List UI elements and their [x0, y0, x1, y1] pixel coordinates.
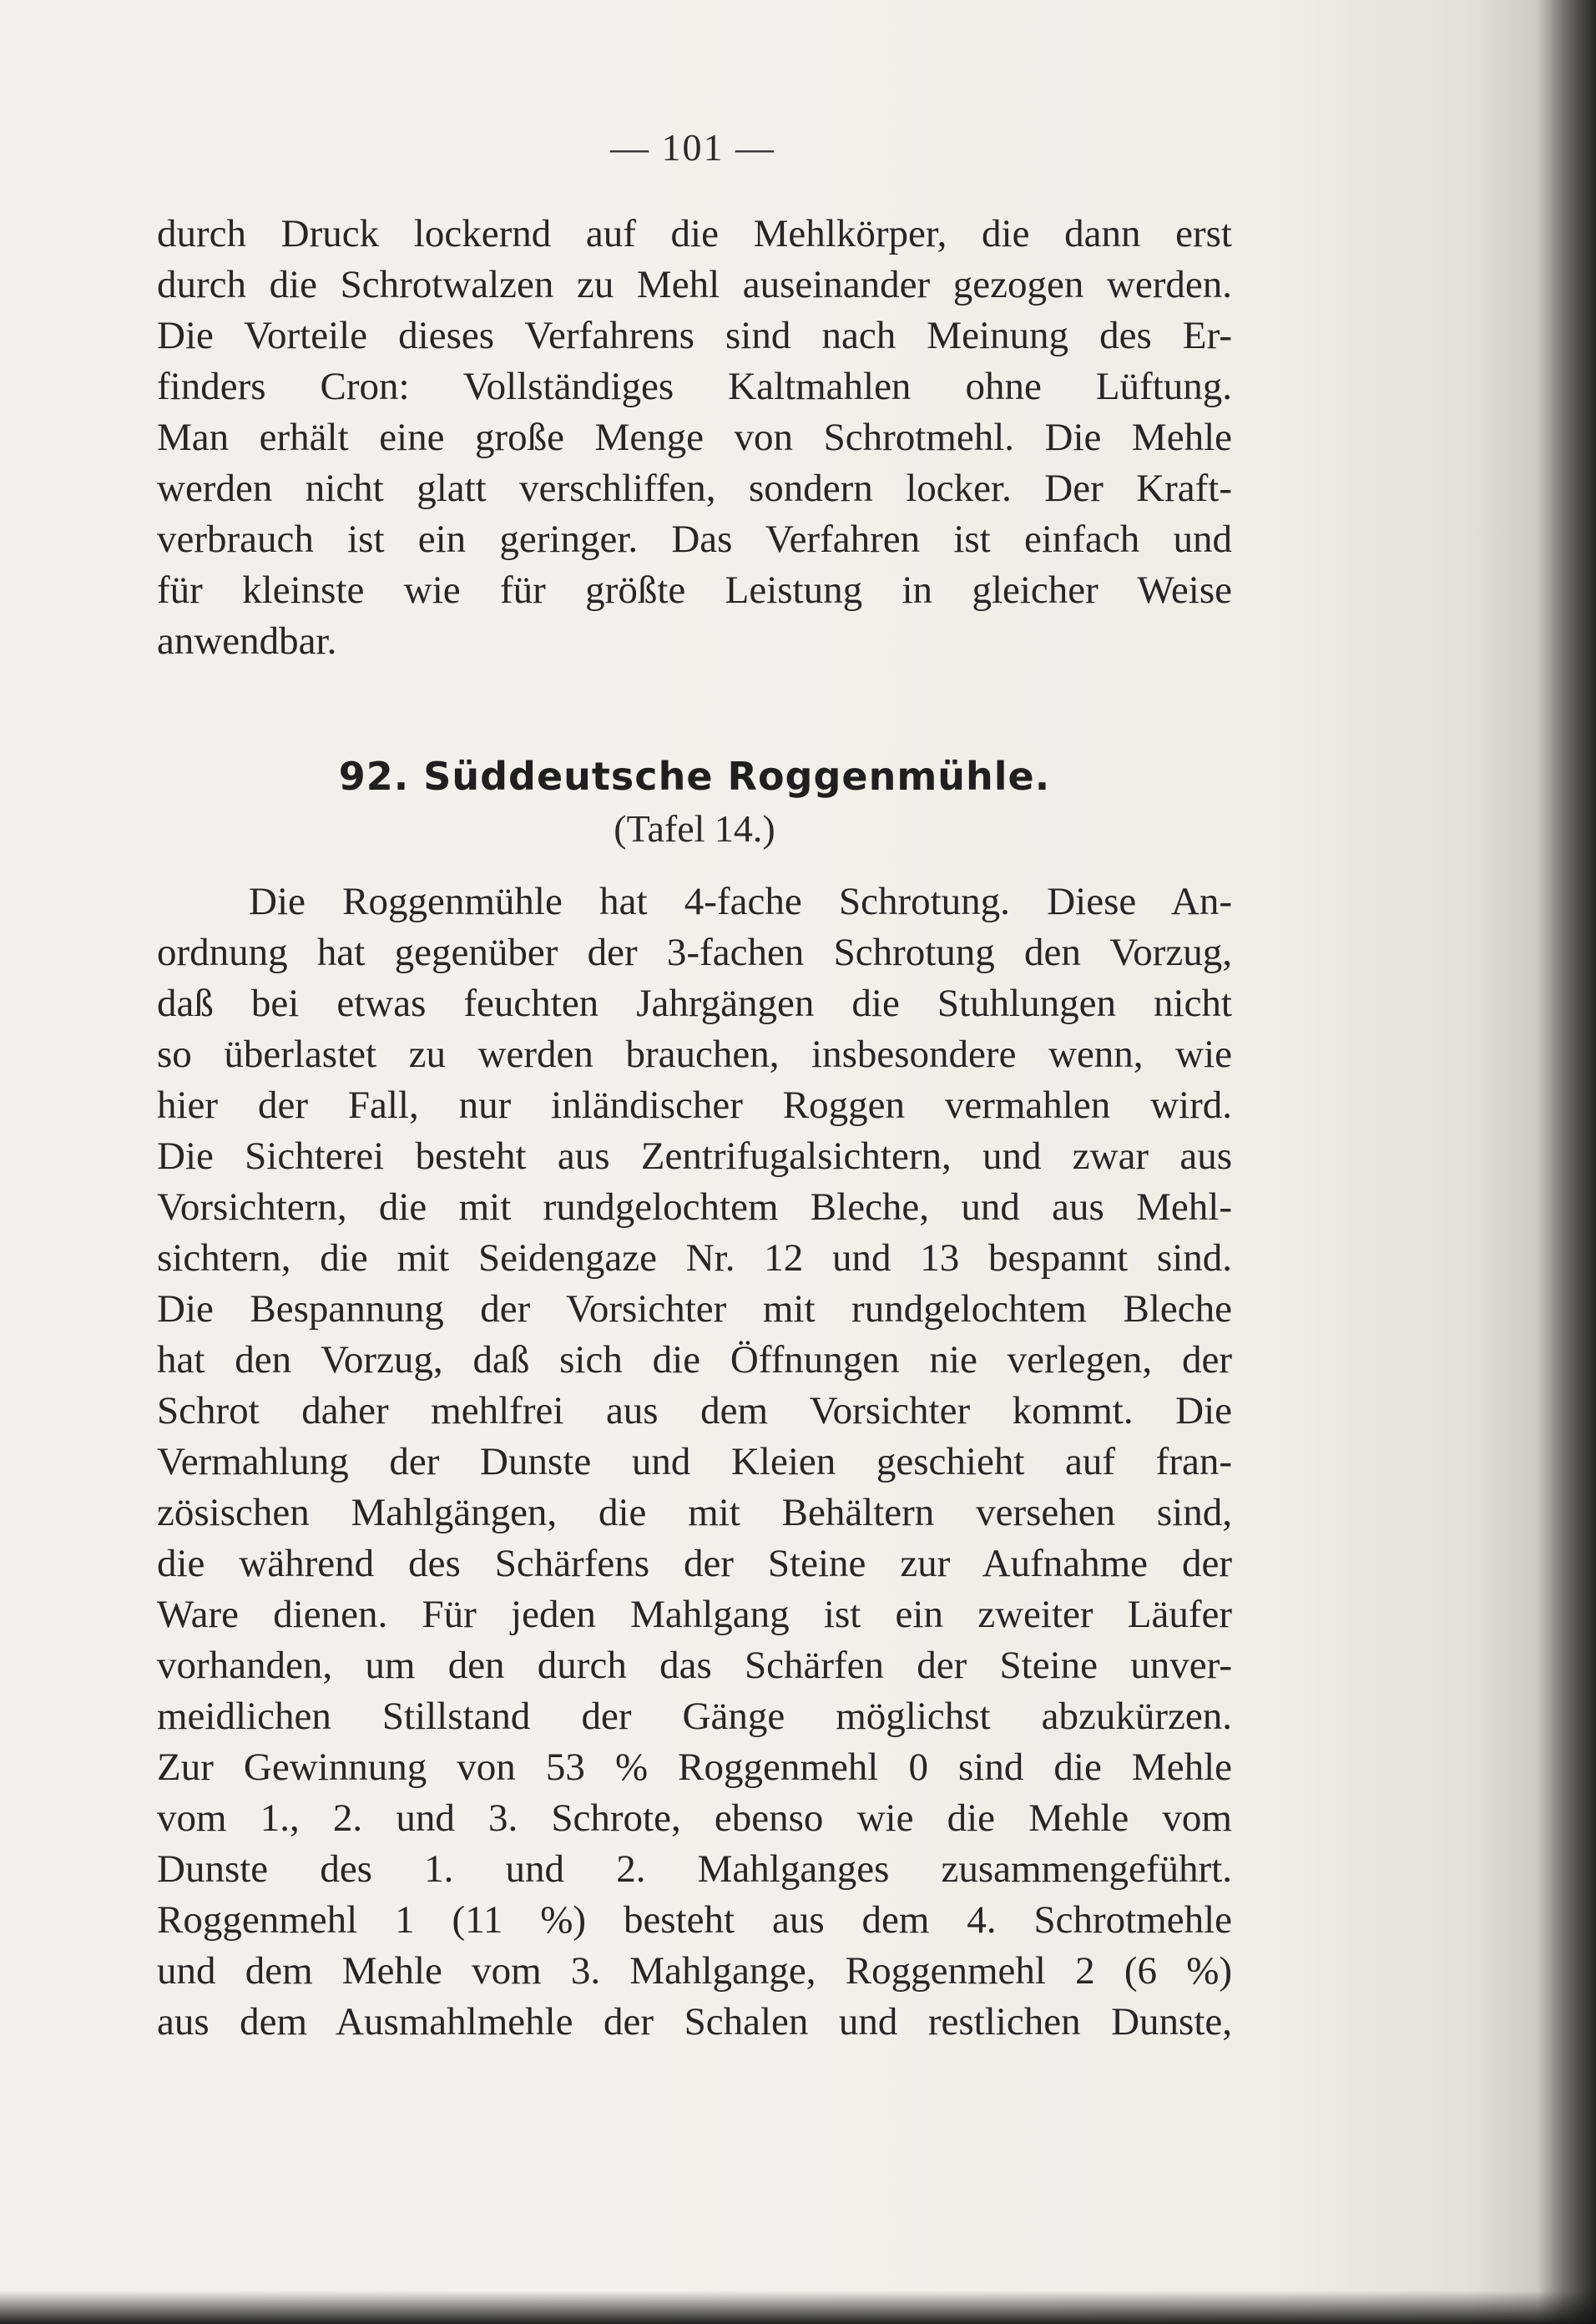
paragraph-section-92: [157, 877, 1232, 2048]
text-line: Ware dienen. Für jeden Mahlgang ist ein zweiter Läufer: [157, 1593, 1232, 1636]
text-line: werden nicht glatt verschliffen, sondern locker. Der Kraft-: [157, 467, 1232, 510]
section-heading: 92. Süddeutsche Roggenmühle.: [338, 754, 1051, 799]
text-line: Die Sichterei besteht aus Zentrifugalsichtern, und zwar aus: [157, 1134, 1232, 1178]
text-line: hat den Vorzug, daß sich die Öffnungen nie verlegen, der: [157, 1338, 1232, 1382]
text-line: ordnung hat gegenüber der 3-fachen Schrotung den Vorzug,: [157, 931, 1232, 974]
text-line: Vermahlung der Dunste und Kleien geschieht auf fran-: [157, 1440, 1232, 1483]
page-edge-shadow: [1538, 0, 1596, 2324]
text-line: daß bei etwas feuchten Jahrgängen die Stuhlungen nicht: [157, 982, 1232, 1025]
text-line: durch die Schrotwalzen zu Mehl auseinander gezogen werden.: [157, 263, 1232, 306]
page-bottom-shadow: [0, 2291, 1596, 2324]
text-line: sichtern, die mit Seidengaze Nr. 12 und 13 bespannt sind.: [157, 1236, 1232, 1280]
text-line: Schrot daher mehlfrei aus dem Vorsichter kommt. Die: [157, 1389, 1232, 1432]
text-line: vorhanden, um den durch das Schärfen der Steine unver-: [157, 1644, 1232, 1687]
text-line: verbrauch ist ein geringer. Das Verfahren ist einfach und: [157, 518, 1232, 561]
text-line: für kleinste wie für größte Leistung in gleicher Weise: [157, 568, 1232, 612]
text-line: hier der Fall, nur inländischer Roggen vermahlen wird.: [157, 1084, 1232, 1127]
text-line: die während des Schärfens der Steine zur Aufnahme der: [157, 1542, 1232, 1585]
page-number: — 101 —: [610, 126, 775, 169]
text-line: so überlastet zu werden brauchen, insbesondere wenn, wie: [157, 1033, 1232, 1076]
text-line: und dem Mehle vom 3. Mahlgange, Roggenmehl 2 (6 %): [157, 1949, 1232, 1993]
text-line: zösischen Mahlgängen, die mit Behältern versehen sind,: [157, 1491, 1232, 1534]
text-line: Vorsichtern, die mit rundgelochtem Bleche, und aus Mehl-: [157, 1185, 1232, 1229]
text-line: anwendbar.: [157, 619, 337, 663]
text-line: Roggenmehl 1 (11 %) besteht aus dem 4. Schrotmehle: [157, 1898, 1232, 1942]
text-line: Zur Gewinnung von 53 % Roggenmehl 0 sind die Mehle: [157, 1746, 1232, 1789]
text-line: Die Roggenmühle hat 4-fache Schrotung. Diese An-: [249, 880, 1232, 923]
text-line: durch Druck lockernd auf die Mehlkörper, die dann erst: [157, 212, 1232, 255]
text-line: Dunste des 1. und 2. Mahlganges zusammengeführt.: [157, 1847, 1232, 1891]
text-line: Die Vorteile dieses Verfahrens sind nach Meinung des Er-: [157, 314, 1232, 357]
text-line: vom 1., 2. und 3. Schrote, ebenso wie die Mehle vom: [157, 1796, 1232, 1840]
text-line: Die Bespannung der Vorsichter mit rundgelochtem Bleche: [157, 1287, 1232, 1331]
paragraph-continuation: [157, 209, 1232, 667]
section-subheading: (Tafel 14.): [614, 807, 775, 850]
text-line: aus dem Ausmahlmehle der Schalen und restlichen Dunste,: [157, 2000, 1232, 2044]
text-line: meidlichen Stillstand der Gänge möglichst abzukürzen.: [157, 1695, 1232, 1738]
text-line: Man erhält eine große Menge von Schrotmehl. Die Mehle: [157, 416, 1232, 459]
text-line: finders Cron: Vollständiges Kaltmahlen ohne Lüftung.: [157, 365, 1232, 408]
